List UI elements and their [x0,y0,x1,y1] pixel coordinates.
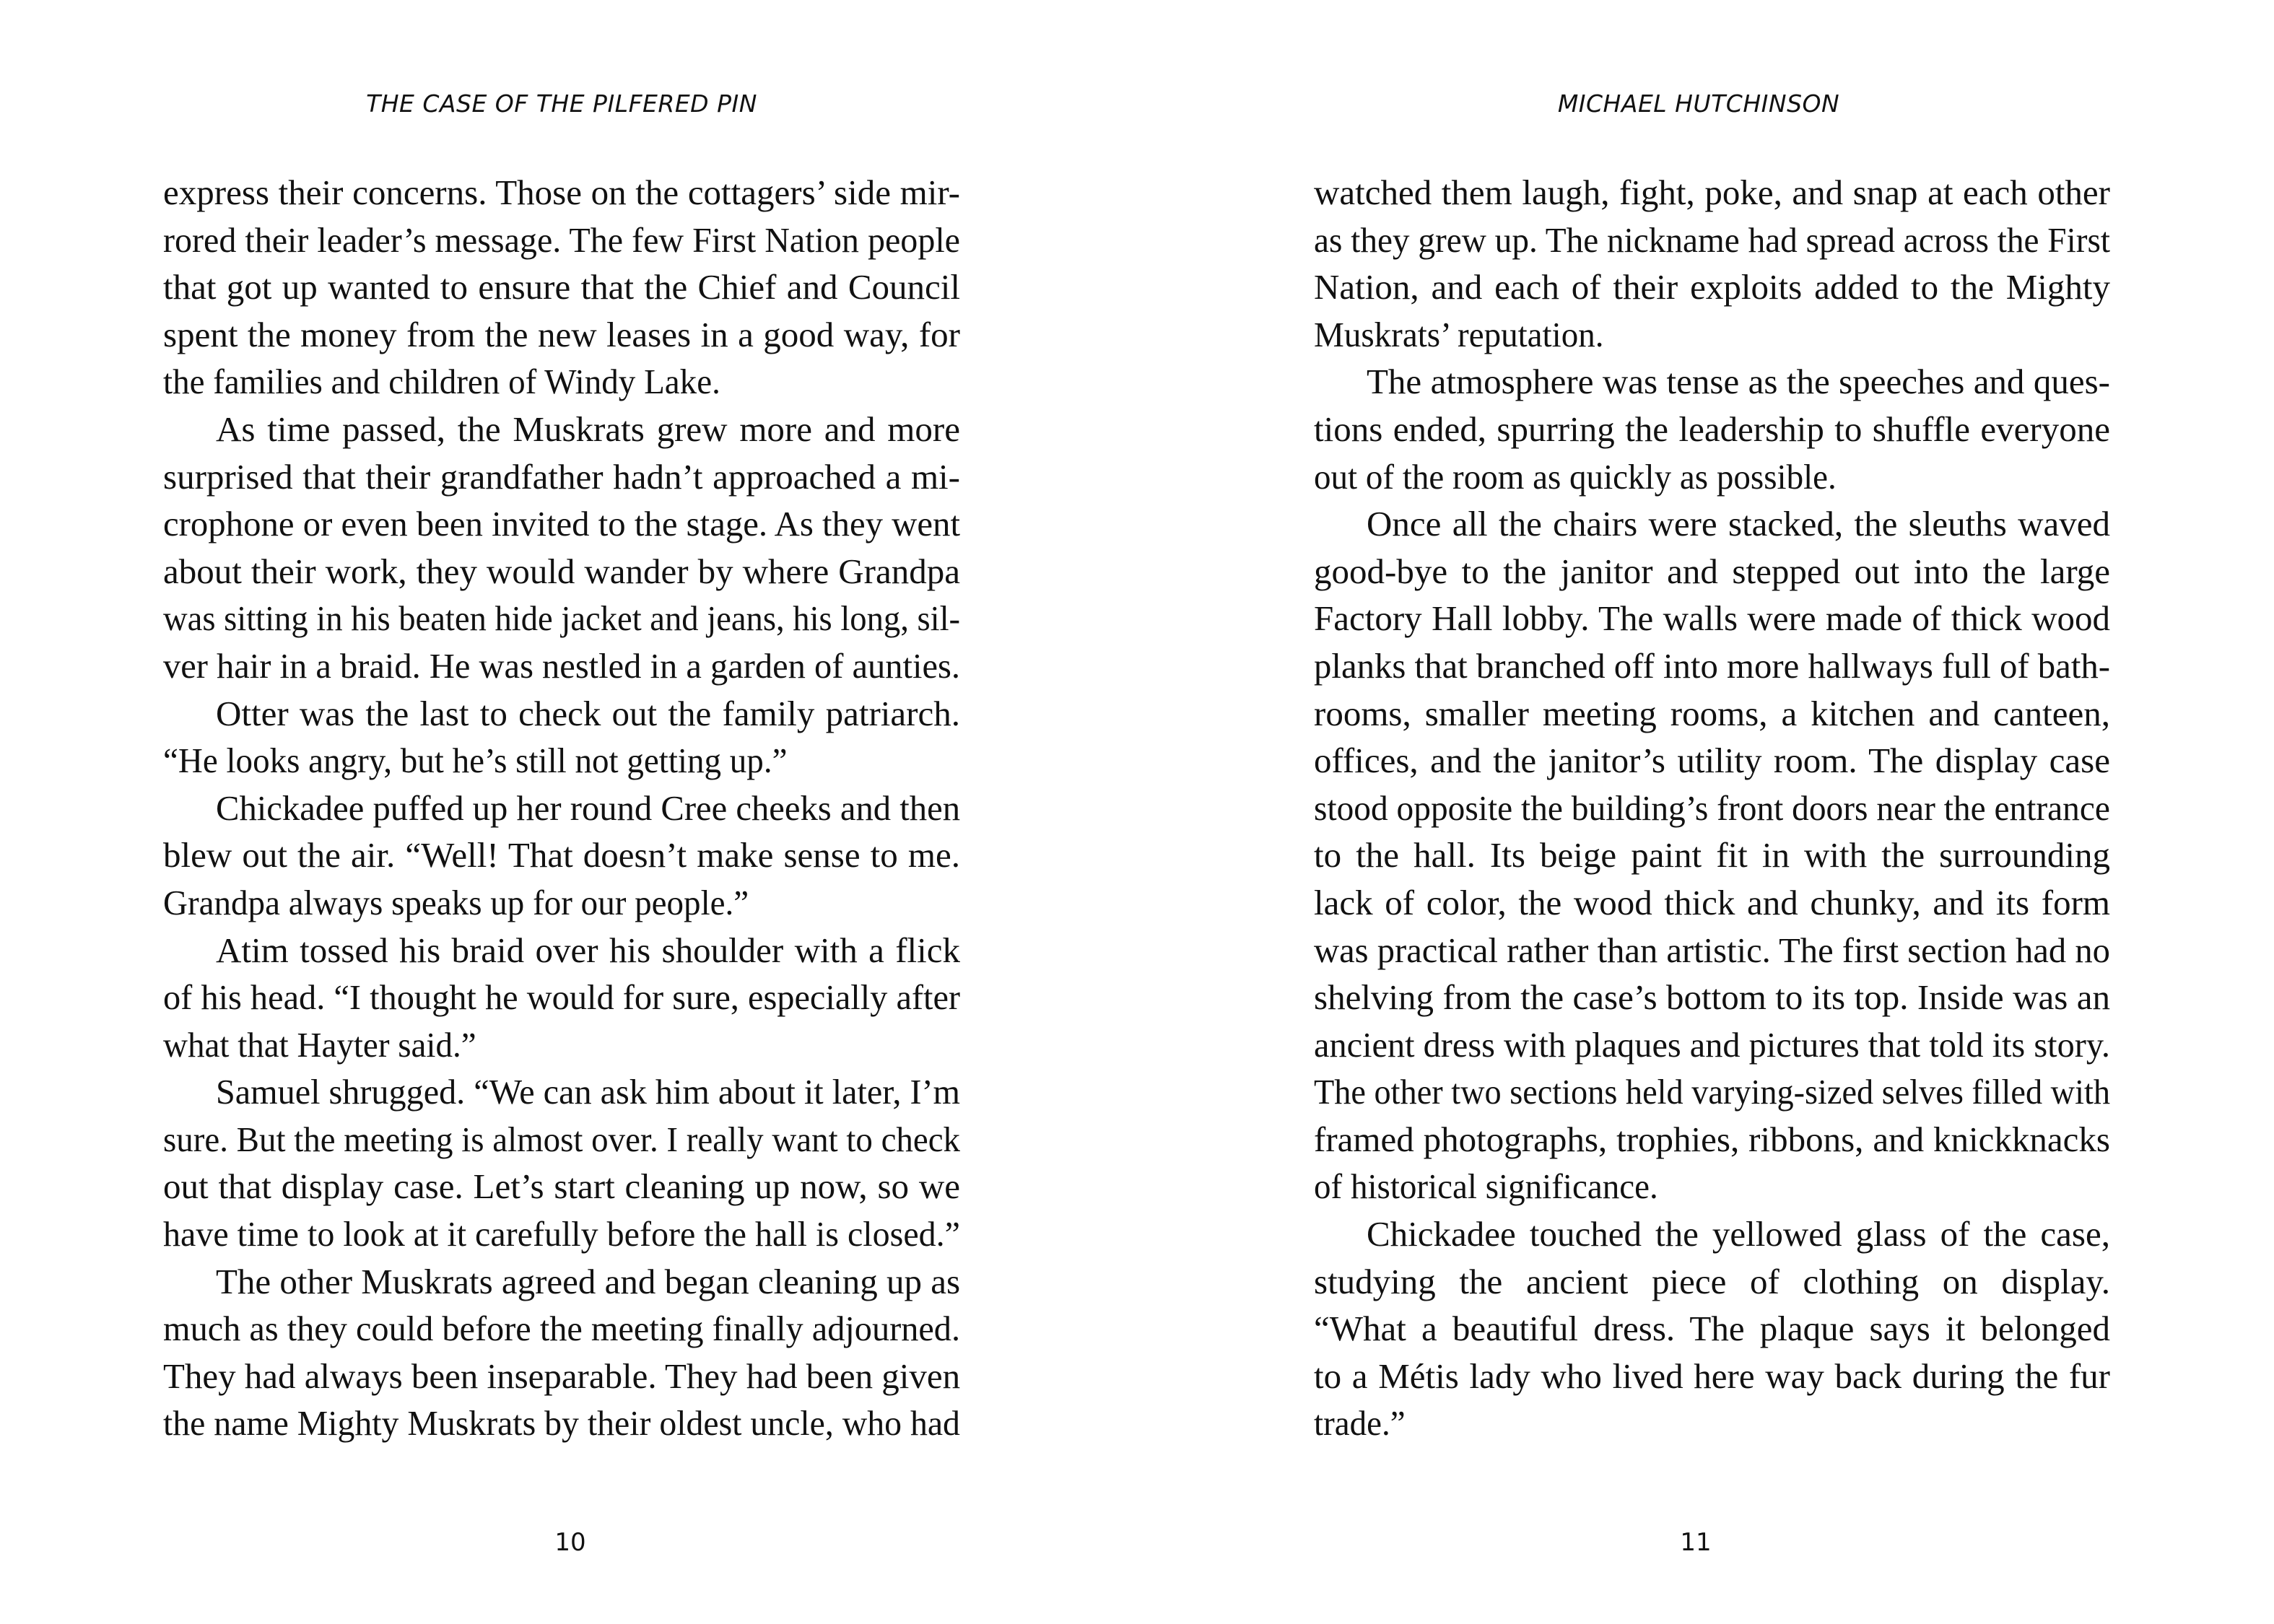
page-number: 11 [1680,1528,1712,1557]
paragraph [1314,1210,2110,1447]
text-line-content: blew out the air. “Well! That doesn’t make sense to me. [163,835,961,876]
text-line [1314,1258,2110,1306]
text-line [1314,595,2110,642]
page-number: 10 [554,1528,586,1557]
text-line [163,1353,960,1400]
text-line [1314,500,2110,548]
text-line [1314,642,2110,690]
text-line [163,831,960,879]
text-line-content: sure. But the meeting is almost over. I really want to check [163,1119,961,1159]
text-line [163,1116,960,1164]
text-line [163,311,960,359]
text-line-content: As time passed, the Muskrats grew more and more [216,409,960,449]
text-line-content: ancient dress with plaques and pictures that told its story. [1314,1024,2110,1065]
text-line [163,785,960,832]
text-line-content: “What a beautiful dress. The plaque says it belonged [1314,1309,2110,1349]
text-line [163,595,960,642]
text-line-content: tions ended, spurring the leadership to shuffle everyone [1314,409,2110,449]
paragraph [163,785,960,927]
text-line-content: was practical rather than artistic. The first section had no [1314,930,2110,970]
paragraph [163,1068,960,1257]
text-line [1314,548,2110,595]
text-line-content: The other two sections held varying-sized selves filled with [1314,1072,2110,1112]
text-line-content: Atim tossed his braid over his shoulder with a flick [216,930,960,970]
text-line-content: They had always been inseparable. They had been given [163,1355,961,1396]
text-line-content: Chickadee puffed up her round Cree cheeks and then [216,787,961,828]
text-line-content: out that display case. Let’s start cleaning up now, so we [163,1166,960,1207]
paragraph [1314,169,2110,358]
text-line-content: “He looks angry, but he’s still not getting up.” [163,741,788,781]
paragraph [1314,358,2110,500]
right-page [1137,0,2274,1624]
text-line-content: of his head. “I thought he would for sure, especially after [163,977,961,1018]
text-line-content: Once all the chairs were stacked, the sleuths waved [1367,504,2110,544]
text-line [163,642,960,690]
text-line [1314,1353,2110,1400]
text-line [1314,974,2110,1021]
paragraph [1314,500,2110,1210]
text-line-content: lack of color, the wood thick and chunky, and its form [1314,882,2110,922]
text-line-content: surprised that their grandfather hadn’t approached a mi- [163,456,960,497]
text-line [1314,927,2110,974]
text-line [163,737,960,785]
text-line [163,169,960,217]
text-line [1314,453,2110,501]
text-line [1314,690,2110,738]
text-line-content: to the hall. Its beige paint fit in with the surrounding [1314,835,2110,876]
paragraph [163,1258,960,1447]
text-line-content: out of the room as quickly as possible. [1314,456,1837,497]
text-line-content: to a Métis lady who lived here way back during the fur [1314,1355,2110,1396]
text-line [1314,785,2110,832]
text-line-content: much as they could before the meeting finally adjourned. [163,1309,961,1349]
paragraph [163,406,960,690]
text-line [1314,311,2110,359]
paragraph [163,690,960,785]
text-line [1314,831,2110,879]
paragraph [163,169,960,406]
text-line-content: what that Hayter said.” [163,1024,476,1065]
running-head-author: MICHAEL HUTCHINSON [1557,90,1840,118]
text-line-content: Factory Hall lobby. The walls were made of thick wood [1314,598,2110,639]
text-line [1314,263,2110,311]
text-line [1314,217,2110,264]
text-line-content: spent the money from the new leases in a good way, for [163,314,960,354]
text-line-content: Chickadee touched the yellowed glass of the case, [1367,1214,2110,1254]
text-line [163,1210,960,1258]
text-line-content: ver hair in a braid. He was nestled in a garden of aunties. [163,645,961,686]
text-line-content: Nation, and each of their exploits added to the Mighty [1314,267,2110,307]
text-line [1314,1068,2110,1116]
text-line-content: that got up wanted to ensure that the Chief and Council [163,267,960,307]
text-line-content: rored their leader’s message. The few First Nation people [163,219,961,260]
text-line-content: crophone or even been invited to the stage. As they went [163,504,960,544]
text-line [163,453,960,501]
text-line-content: Otter was the last to check out the family patriarch. [216,693,960,733]
text-line-content: framed photographs, trophies, ribbons, and knickknacks [1314,1119,2110,1159]
text-line [1314,358,2110,406]
text-line [1314,1210,2110,1258]
text-line [163,1258,960,1306]
right-page-body [1314,169,2110,1447]
text-line-content: offices, and the janitor’s utility room. The display case [1314,741,2110,781]
text-line [163,1305,960,1353]
text-line [1314,1116,2110,1164]
text-line-content: watched them laugh, fight, poke, and snap at each other [1314,173,2110,212]
text-line-content: shelving from the case’s bottom to its top. Inside was an [1314,977,2110,1018]
text-line [1314,406,2110,453]
text-line-content: rooms, smaller meeting rooms, a kitchen and canteen, [1314,693,2110,733]
text-line [163,974,960,1021]
text-line [1314,1305,2110,1353]
text-line-content: The other Muskrats agreed and began cleaning up as [216,1261,961,1301]
text-line [163,1163,960,1210]
text-line [163,263,960,311]
text-line-content: Muskrats’ reputation. [1314,314,1604,354]
text-line [163,548,960,595]
text-line [163,1068,960,1116]
text-line [163,690,960,738]
text-line-content: Grandpa always speaks up for our people.” [163,882,749,922]
paragraph [163,927,960,1069]
text-line [163,927,960,974]
text-line [1314,737,2110,785]
text-line-content: have time to look at it carefully before the hall is closed.” [163,1214,960,1254]
text-line [163,879,960,927]
text-line [1314,1163,2110,1210]
text-line-content: was sitting in his beaten hide jacket and jeans, his long, sil- [163,598,961,639]
left-page-body [163,169,960,1447]
text-line-content: planks that branched off into more hallways full of bath- [1314,645,2111,686]
text-line [163,406,960,453]
text-line [163,1400,960,1447]
text-line-content: the families and children of Windy Lake. [163,362,720,402]
text-line-content: the name Mighty Muskrats by their oldest uncle, who had [163,1403,960,1444]
text-line-content: about their work, they would wander by where Grandpa [163,551,960,591]
text-line [1314,169,2110,217]
text-line-content: trade.” [1314,1403,1406,1444]
text-line-content: as they grew up. The nickname had spread across the First [1314,219,2110,260]
text-line [163,217,960,264]
text-line [163,1021,960,1069]
text-line-content: good-bye to the janitor and stepped out into the large [1314,551,2111,591]
text-line [163,358,960,406]
text-line [1314,879,2110,927]
text-line-content: Samuel shrugged. “We can ask him about it later, I’m [216,1072,961,1112]
text-line [163,500,960,548]
running-head-book-title: THE CASE OF THE PILFERED PIN [366,90,757,118]
text-line-content: The atmosphere was tense as the speeches and ques- [1367,362,2110,402]
text-line-content: express their concerns. Those on the cottagers’ side mir- [163,173,960,212]
text-line-content: studying the ancient piece of clothing on display. [1314,1261,2110,1301]
text-line [1314,1021,2110,1069]
text-line [1314,1400,2110,1447]
text-line-content: stood opposite the building’s front doors near the entrance [1314,787,2110,828]
text-line-content: of historical significance. [1314,1166,1658,1207]
